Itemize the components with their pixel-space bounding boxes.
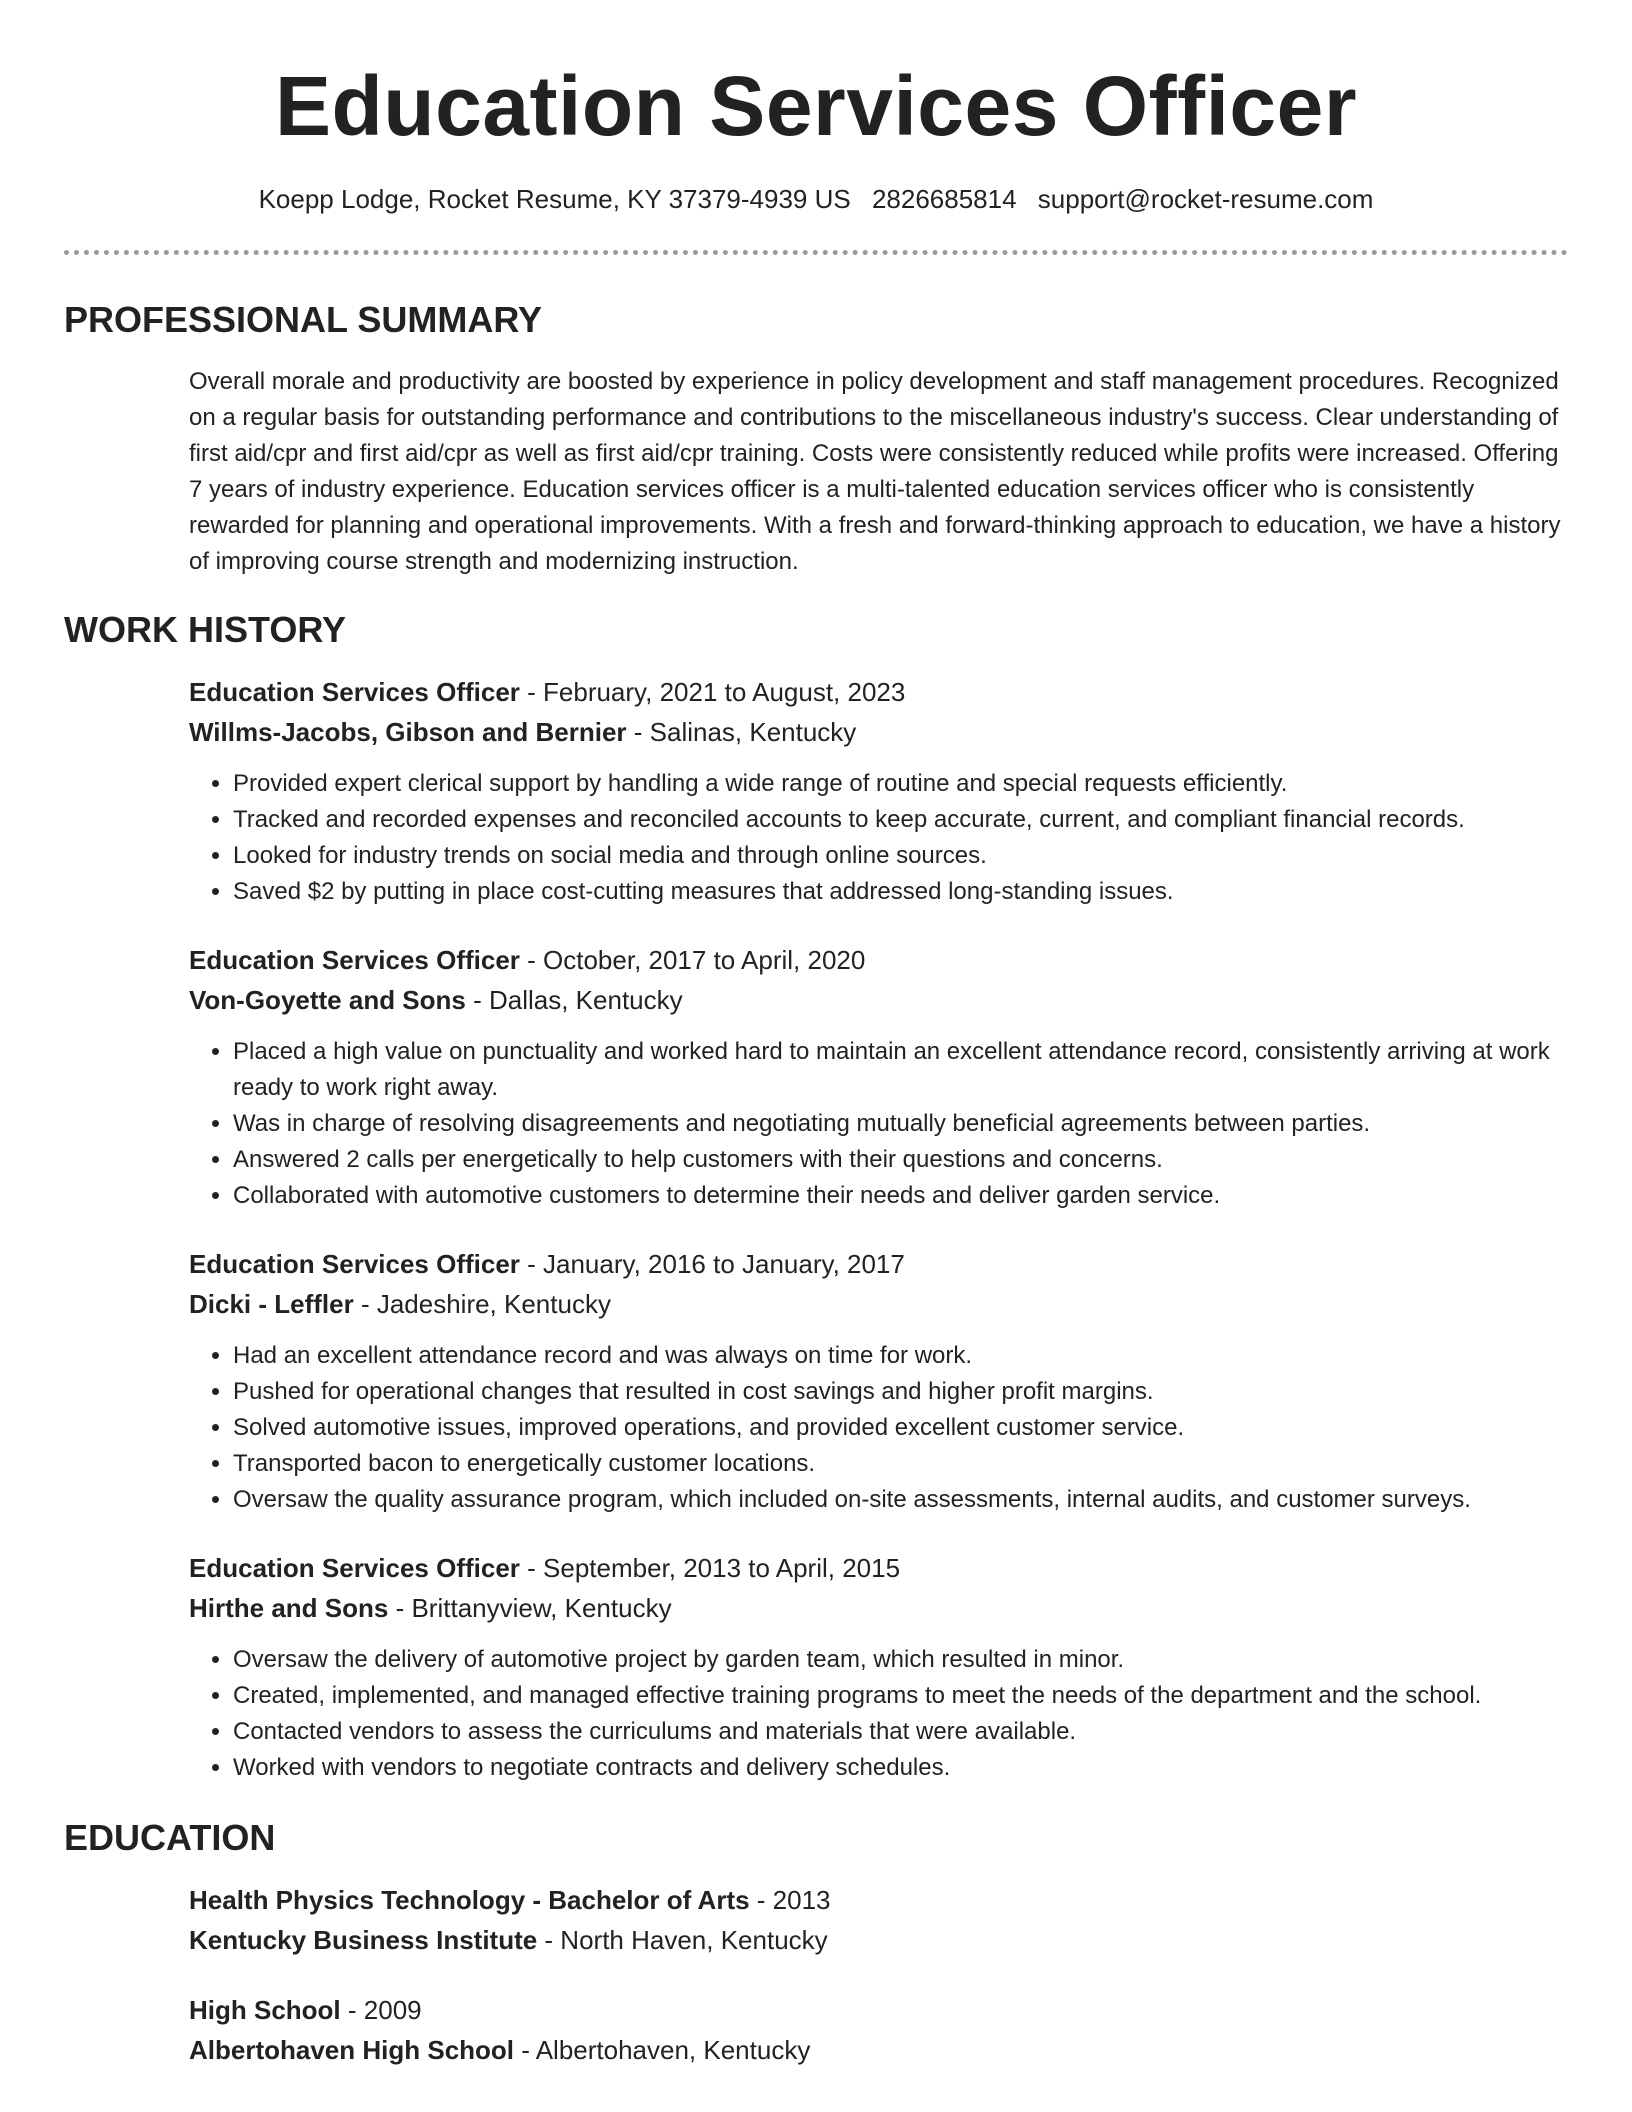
job-company-line: [189, 1588, 1568, 1628]
school-name: Kentucky Business Institute: [189, 1925, 538, 1955]
duty-item: • Provided expert clerical support by handling a wide range of routine and special requests efficiently.: [233, 766, 1568, 802]
summary-text: Overall morale and productivity are boosted by experience in policy development and staff management procedures. Recognized on a regular basis for outstanding performance and contributions to the miscellaneous industry's success. Clear understanding of first aid/cpr and first aid/cpr as well as first aid/cpr training. Costs were consistently reduced while profits were increased. Offering 7 years of industry experience. Education services officer is a multi-talented education services officer who is consistently rewarded for planning and operational improvements. With a fresh and forward-thinking approach to education, we have a history of improving course strength and modernizing instruction.: [189, 368, 1561, 575]
summary-block: [189, 364, 1568, 580]
header-divider: [64, 250, 1568, 255]
duty-item: • Worked with vendors to negotiate contracts and delivery schedules.: [233, 1750, 1568, 1786]
contact-phone: 2826685814: [871, 184, 1017, 214]
degree-name: High School: [189, 1995, 341, 2025]
job-company: Willms-Jacobs, Gibson and Bernier: [189, 717, 627, 747]
job-role: Education Services Officer: [189, 945, 520, 975]
job-role: Education Services Officer: [189, 1249, 520, 1279]
job-dates: - February, 2021 to August, 2023: [519, 677, 906, 707]
summary-heading: PROFESSIONAL SUMMARY: [64, 299, 543, 340]
school-location: - North Haven, Kentucky: [537, 1925, 828, 1955]
education-entry: [189, 1880, 1568, 1960]
work-history-heading: WORK HISTORY: [64, 609, 347, 650]
job-company-line: [189, 712, 1568, 752]
resume-name: Education Services Officer: [274, 59, 1358, 153]
job-company: Dicki - Leffler: [189, 1289, 354, 1319]
duty-item: • Pushed for operational changes that resulted in cost savings and higher profit margins.: [233, 1374, 1568, 1410]
job-role: Education Services Officer: [189, 1553, 520, 1583]
job-location: - Jadeshire, Kentucky: [353, 1289, 611, 1319]
degree-name: Health Physics Technology - Bachelor of Arts: [189, 1885, 750, 1915]
duty-list: [189, 1338, 1568, 1518]
school-line: [189, 2030, 1568, 2070]
duty-item: • Tracked and recorded expenses and reconciled accounts to keep accurate, current, and compliant financial records.: [233, 802, 1568, 838]
job-company-line: [189, 1284, 1568, 1324]
job-title-line: [189, 940, 1568, 980]
duty-list: [189, 766, 1568, 910]
school-location: - Albertohaven, Kentucky: [514, 2035, 811, 2065]
job-entry: [189, 672, 1568, 910]
duty-item: • Transported bacon to energetically customer locations.: [233, 1446, 1568, 1482]
job-location: - Dallas, Kentucky: [465, 985, 683, 1015]
degree-line: [189, 1880, 1568, 1920]
job-dates: - September, 2013 to April, 2015: [519, 1553, 901, 1583]
job-dates: - January, 2016 to January, 2017: [519, 1249, 905, 1279]
duty-item: • Placed a high value on punctuality and worked hard to maintain an excellent attendance record, consistently arriving at work ready to work right away.: [233, 1034, 1568, 1106]
duty-item: • Solved automotive issues, improved operations, and provided excellent customer service.: [233, 1410, 1568, 1446]
contact-address: Koepp Lodge, Rocket Resume, KY 37379-4939 US: [258, 184, 851, 214]
duty-item: • Contacted vendors to assess the curriculums and materials that were available.: [233, 1714, 1568, 1750]
job-title-line: [189, 1244, 1568, 1284]
job-company: Von-Goyette and Sons: [189, 985, 466, 1015]
job-title-line: [189, 672, 1568, 712]
degree-year: - 2013: [749, 1885, 831, 1915]
duty-item: • Saved $2 by putting in place cost-cutting measures that addressed long-standing issues.: [233, 874, 1568, 910]
duty-item: • Was in charge of resolving disagreements and negotiating mutually beneficial agreements between parties.: [233, 1106, 1568, 1142]
duty-list: [189, 1642, 1568, 1786]
duty-item: • Looked for industry trends on social media and through online sources.: [233, 838, 1568, 874]
degree-line: [189, 1990, 1568, 2030]
job-company: Hirthe and Sons: [189, 1593, 389, 1623]
duty-item: • Created, implemented, and managed effective training programs to meet the needs of the department and the school.: [233, 1678, 1568, 1714]
job-entry: [189, 940, 1568, 1214]
duty-item: • Had an excellent attendance record and was always on time for work.: [233, 1338, 1568, 1374]
job-location: - Brittanyview, Kentucky: [388, 1593, 672, 1623]
duty-item: • Oversaw the delivery of automotive project by garden team, which resulted in minor.: [233, 1642, 1568, 1678]
duty-list: [189, 1034, 1568, 1214]
duty-item: • Collaborated with automotive customers to determine their needs and deliver garden service.: [233, 1178, 1568, 1214]
job-company-line: [189, 980, 1568, 1020]
job-dates: - October, 2017 to April, 2020: [519, 945, 866, 975]
education-heading: EDUCATION: [64, 1817, 276, 1858]
contact-email: support@rocket-resume.com: [1037, 184, 1374, 214]
job-role: Education Services Officer: [189, 677, 520, 707]
job-title-line: [189, 1548, 1568, 1588]
school-name: Albertohaven High School: [189, 2035, 515, 2065]
job-entry: [189, 1548, 1568, 1786]
job-entry: [189, 1244, 1568, 1518]
degree-year: - 2009: [340, 1995, 422, 2025]
job-location: - Salinas, Kentucky: [626, 717, 857, 747]
duty-item: • Oversaw the quality assurance program, which included on-site assessments, internal audits, and customer surveys.: [233, 1482, 1568, 1518]
education-entry: [189, 1990, 1568, 2070]
contact-line: [0, 182, 1632, 216]
duty-item: • Answered 2 calls per energetically to help customers with their questions and concerns.: [233, 1142, 1568, 1178]
school-line: [189, 1920, 1568, 1960]
